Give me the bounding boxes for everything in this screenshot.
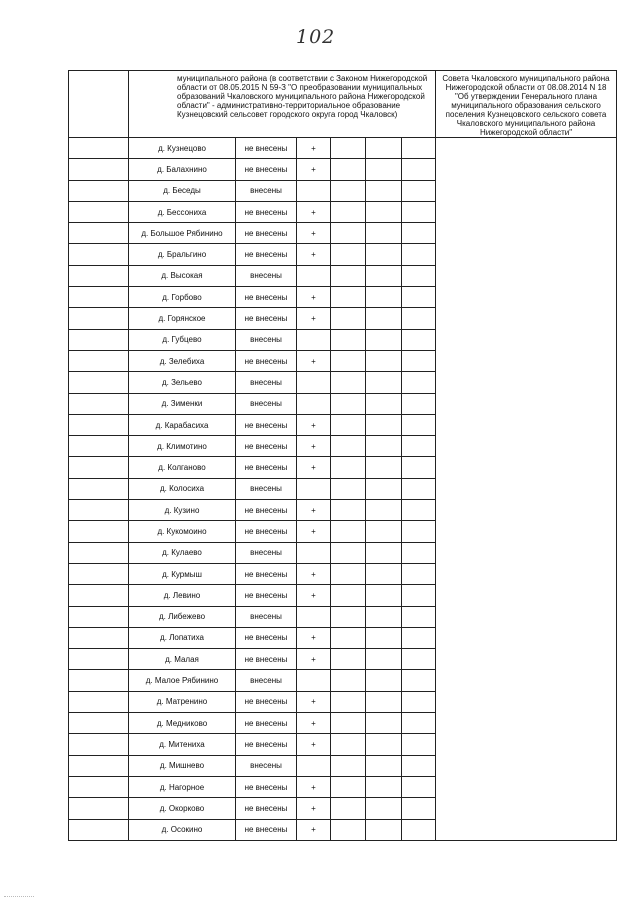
- cell-empty: [402, 223, 436, 244]
- header-cell-number: [69, 71, 129, 138]
- cell-empty: [366, 627, 402, 648]
- cell-status: не внесены: [236, 350, 297, 371]
- cell-empty: [331, 393, 366, 414]
- cell-empty: [402, 457, 436, 478]
- header-cell-description: муниципального района (в соответствии с Законом Нижегородской области от 08.05.2015 N 59-З "О преобразовании муниципальных образований Чкаловского муниципального района Нижегородской области" - административно-территориальное образование Кузнецовский сельсовет городского округа город Чкаловск): [129, 71, 436, 138]
- cell-empty: [402, 265, 436, 286]
- cell-number: [69, 457, 129, 478]
- cell-number: [69, 798, 129, 819]
- cell-empty: [366, 798, 402, 819]
- cell-status: внесены: [236, 329, 297, 350]
- cell-settlement-name: д. Губцево: [129, 329, 236, 350]
- cell-mark: +: [297, 414, 331, 435]
- cell-status: внесены: [236, 180, 297, 201]
- cell-settlement-name: д. Окорково: [129, 798, 236, 819]
- cell-status: не внесены: [236, 500, 297, 521]
- cell-status: не внесены: [236, 649, 297, 670]
- cell-empty: [366, 500, 402, 521]
- cell-empty: [366, 776, 402, 797]
- cell-settlement-name: д. Либежево: [129, 606, 236, 627]
- cell-empty: [366, 521, 402, 542]
- cell-empty: [366, 350, 402, 371]
- cell-status: не внесены: [236, 521, 297, 542]
- cell-empty: [331, 287, 366, 308]
- cell-settlement-name: д. Мишнево: [129, 755, 236, 776]
- cell-number: [69, 691, 129, 712]
- cell-empty: [402, 201, 436, 222]
- cell-empty: [366, 457, 402, 478]
- cell-settlement-name: д. Матренино: [129, 691, 236, 712]
- cell-empty: [331, 159, 366, 180]
- cell-number: [69, 201, 129, 222]
- cell-mark: [297, 606, 331, 627]
- cell-mark: +: [297, 649, 331, 670]
- cell-empty: [331, 244, 366, 265]
- cell-empty: [331, 372, 366, 393]
- cell-number: [69, 521, 129, 542]
- cell-mark: +: [297, 244, 331, 265]
- cell-number: [69, 308, 129, 329]
- cell-number: [69, 414, 129, 435]
- cell-document-span: [436, 138, 617, 841]
- cell-empty: [366, 713, 402, 734]
- cell-empty: [366, 436, 402, 457]
- cell-status: не внесены: [236, 436, 297, 457]
- cell-mark: [297, 755, 331, 776]
- cell-empty: [402, 691, 436, 712]
- cell-number: [69, 180, 129, 201]
- cell-status: не внесены: [236, 138, 297, 159]
- cell-empty: [331, 776, 366, 797]
- cell-empty: [402, 414, 436, 435]
- cell-empty: [402, 138, 436, 159]
- cell-empty: [402, 180, 436, 201]
- cell-empty: [402, 713, 436, 734]
- cell-empty: [402, 755, 436, 776]
- cell-empty: [331, 649, 366, 670]
- cell-number: [69, 350, 129, 371]
- cell-empty: [331, 670, 366, 691]
- cell-settlement-name: д. Горянское: [129, 308, 236, 329]
- header-row: [69, 71, 617, 138]
- cell-number: [69, 649, 129, 670]
- cell-empty: [331, 457, 366, 478]
- cell-status: внесены: [236, 606, 297, 627]
- cell-mark: [297, 180, 331, 201]
- cell-empty: [402, 393, 436, 414]
- cell-empty: [366, 670, 402, 691]
- cell-status: не внесены: [236, 223, 297, 244]
- cell-settlement-name: д. Кузино: [129, 500, 236, 521]
- cell-empty: [366, 223, 402, 244]
- cell-mark: [297, 329, 331, 350]
- cell-empty: [331, 350, 366, 371]
- cell-number: [69, 819, 129, 840]
- cell-mark: [297, 670, 331, 691]
- cell-empty: [402, 436, 436, 457]
- cell-number: [69, 265, 129, 286]
- cell-mark: [297, 265, 331, 286]
- cell-settlement-name: д. Карабасиха: [129, 414, 236, 435]
- cell-empty: [366, 649, 402, 670]
- cell-empty: [366, 329, 402, 350]
- cell-empty: [331, 542, 366, 563]
- table-row: [69, 138, 617, 159]
- cell-empty: [331, 308, 366, 329]
- cell-status: внесены: [236, 265, 297, 286]
- cell-settlement-name: д. Высокая: [129, 265, 236, 286]
- cell-number: [69, 287, 129, 308]
- cell-mark: +: [297, 585, 331, 606]
- cell-empty: [402, 350, 436, 371]
- cell-status: не внесены: [236, 691, 297, 712]
- cell-empty: [331, 180, 366, 201]
- cell-number: [69, 670, 129, 691]
- cell-mark: +: [297, 819, 331, 840]
- cell-settlement-name: д. Большое Рябинино: [129, 223, 236, 244]
- cell-empty: [402, 649, 436, 670]
- cell-number: [69, 393, 129, 414]
- cell-empty: [331, 734, 366, 755]
- cell-mark: +: [297, 436, 331, 457]
- cell-mark: +: [297, 350, 331, 371]
- cell-status: не внесены: [236, 201, 297, 222]
- cell-empty: [331, 691, 366, 712]
- cell-empty: [331, 713, 366, 734]
- cell-status: не внесены: [236, 244, 297, 265]
- cell-number: [69, 627, 129, 648]
- cell-empty: [402, 287, 436, 308]
- cell-mark: +: [297, 798, 331, 819]
- cell-empty: [366, 159, 402, 180]
- cell-status: внесены: [236, 393, 297, 414]
- cell-empty: [366, 393, 402, 414]
- cell-empty: [366, 372, 402, 393]
- cell-empty: [331, 478, 366, 499]
- cell-mark: +: [297, 734, 331, 755]
- cell-settlement-name: д. Беседы: [129, 180, 236, 201]
- cell-empty: [331, 563, 366, 584]
- header-cell-document: Совета Чкаловского муниципального района Нижегородской области от 08.08.2014 N 18 "Об утверждении Генерального плана муниципального образования сельского поселения Кузнецовского сельского совета Чкаловского муниципального района Нижегородской области": [436, 71, 617, 138]
- cell-number: [69, 138, 129, 159]
- cell-empty: [402, 500, 436, 521]
- cell-settlement-name: д. Медниково: [129, 713, 236, 734]
- cell-status: не внесены: [236, 563, 297, 584]
- cell-empty: [331, 138, 366, 159]
- cell-number: [69, 329, 129, 350]
- cell-empty: [331, 521, 366, 542]
- cell-settlement-name: д. Митениха: [129, 734, 236, 755]
- cell-mark: +: [297, 627, 331, 648]
- cell-number: [69, 755, 129, 776]
- cell-empty: [331, 606, 366, 627]
- cell-empty: [331, 414, 366, 435]
- cell-number: [69, 585, 129, 606]
- cell-mark: +: [297, 563, 331, 584]
- cell-number: [69, 436, 129, 457]
- cell-number: [69, 542, 129, 563]
- cell-status: не внесены: [236, 159, 297, 180]
- cell-number: [69, 734, 129, 755]
- cell-settlement-name: д. Малое Рябинино: [129, 670, 236, 691]
- cell-settlement-name: д. Осокино: [129, 819, 236, 840]
- cell-settlement-name: д. Балахнино: [129, 159, 236, 180]
- cell-mark: +: [297, 776, 331, 797]
- cell-empty: [366, 542, 402, 563]
- cell-mark: +: [297, 287, 331, 308]
- cell-status: внесены: [236, 542, 297, 563]
- cell-number: [69, 478, 129, 499]
- cell-empty: [402, 159, 436, 180]
- cell-empty: [366, 244, 402, 265]
- cell-number: [69, 223, 129, 244]
- cell-settlement-name: д. Зелебиха: [129, 350, 236, 371]
- cell-mark: +: [297, 138, 331, 159]
- scan-artifact: [4, 896, 34, 901]
- cell-mark: +: [297, 308, 331, 329]
- cell-empty: [366, 287, 402, 308]
- cell-empty: [402, 776, 436, 797]
- cell-empty: [366, 265, 402, 286]
- cell-mark: +: [297, 691, 331, 712]
- cell-settlement-name: д. Курмыш: [129, 563, 236, 584]
- cell-mark: +: [297, 223, 331, 244]
- cell-number: [69, 372, 129, 393]
- cell-mark: [297, 393, 331, 414]
- cell-settlement-name: д. Бессониха: [129, 201, 236, 222]
- cell-empty: [402, 244, 436, 265]
- cell-empty: [366, 478, 402, 499]
- cell-settlement-name: д. Кулаево: [129, 542, 236, 563]
- cell-status: внесены: [236, 478, 297, 499]
- cell-status: не внесены: [236, 308, 297, 329]
- cell-mark: +: [297, 713, 331, 734]
- cell-empty: [402, 670, 436, 691]
- cell-settlement-name: д. Малая: [129, 649, 236, 670]
- cell-mark: +: [297, 201, 331, 222]
- cell-settlement-name: д. Колосиха: [129, 478, 236, 499]
- cell-empty: [331, 755, 366, 776]
- cell-number: [69, 563, 129, 584]
- cell-empty: [366, 414, 402, 435]
- cell-number: [69, 776, 129, 797]
- cell-status: внесены: [236, 372, 297, 393]
- cell-empty: [331, 329, 366, 350]
- cell-settlement-name: д. Зельево: [129, 372, 236, 393]
- settlements-table: [68, 70, 617, 841]
- cell-status: не внесены: [236, 457, 297, 478]
- cell-empty: [402, 372, 436, 393]
- cell-empty: [366, 819, 402, 840]
- cell-status: не внесены: [236, 776, 297, 797]
- cell-empty: [402, 521, 436, 542]
- cell-empty: [366, 691, 402, 712]
- cell-mark: +: [297, 500, 331, 521]
- cell-status: внесены: [236, 670, 297, 691]
- cell-status: не внесены: [236, 414, 297, 435]
- cell-empty: [331, 500, 366, 521]
- cell-empty: [402, 606, 436, 627]
- cell-settlement-name: д. Климотино: [129, 436, 236, 457]
- cell-mark: [297, 478, 331, 499]
- cell-status: не внесены: [236, 713, 297, 734]
- cell-mark: [297, 542, 331, 563]
- cell-empty: [366, 734, 402, 755]
- cell-empty: [366, 585, 402, 606]
- cell-settlement-name: д. Колганово: [129, 457, 236, 478]
- cell-settlement-name: д. Зименки: [129, 393, 236, 414]
- cell-empty: [402, 308, 436, 329]
- page-number: 102: [296, 26, 336, 48]
- cell-status: не внесены: [236, 798, 297, 819]
- cell-mark: +: [297, 521, 331, 542]
- cell-status: не внесены: [236, 819, 297, 840]
- cell-settlement-name: д. Лопатиха: [129, 627, 236, 648]
- cell-empty: [331, 798, 366, 819]
- cell-settlement-name: д. Горбово: [129, 287, 236, 308]
- cell-empty: [366, 180, 402, 201]
- cell-empty: [402, 585, 436, 606]
- cell-empty: [331, 265, 366, 286]
- cell-empty: [331, 627, 366, 648]
- cell-empty: [331, 201, 366, 222]
- cell-settlement-name: д. Нагорное: [129, 776, 236, 797]
- cell-status: внесены: [236, 755, 297, 776]
- cell-empty: [366, 755, 402, 776]
- cell-empty: [366, 201, 402, 222]
- cell-status: не внесены: [236, 734, 297, 755]
- cell-settlement-name: д. Кузнецово: [129, 138, 236, 159]
- cell-empty: [402, 329, 436, 350]
- cell-number: [69, 244, 129, 265]
- cell-empty: [366, 308, 402, 329]
- cell-empty: [402, 798, 436, 819]
- cell-settlement-name: д. Бральгино: [129, 244, 236, 265]
- cell-empty: [366, 563, 402, 584]
- cell-empty: [402, 734, 436, 755]
- cell-empty: [366, 606, 402, 627]
- cell-empty: [331, 819, 366, 840]
- cell-empty: [331, 223, 366, 244]
- cell-mark: +: [297, 159, 331, 180]
- cell-number: [69, 606, 129, 627]
- cell-settlement-name: д. Кукомоино: [129, 521, 236, 542]
- cell-empty: [402, 478, 436, 499]
- cell-status: не внесены: [236, 287, 297, 308]
- cell-settlement-name: д. Левино: [129, 585, 236, 606]
- cell-empty: [331, 436, 366, 457]
- cell-empty: [402, 563, 436, 584]
- cell-number: [69, 713, 129, 734]
- cell-empty: [331, 585, 366, 606]
- cell-number: [69, 500, 129, 521]
- cell-empty: [402, 542, 436, 563]
- cell-status: не внесены: [236, 585, 297, 606]
- cell-empty: [402, 819, 436, 840]
- cell-status: не внесены: [236, 627, 297, 648]
- cell-number: [69, 159, 129, 180]
- cell-empty: [366, 138, 402, 159]
- cell-empty: [402, 627, 436, 648]
- cell-mark: [297, 372, 331, 393]
- cell-mark: +: [297, 457, 331, 478]
